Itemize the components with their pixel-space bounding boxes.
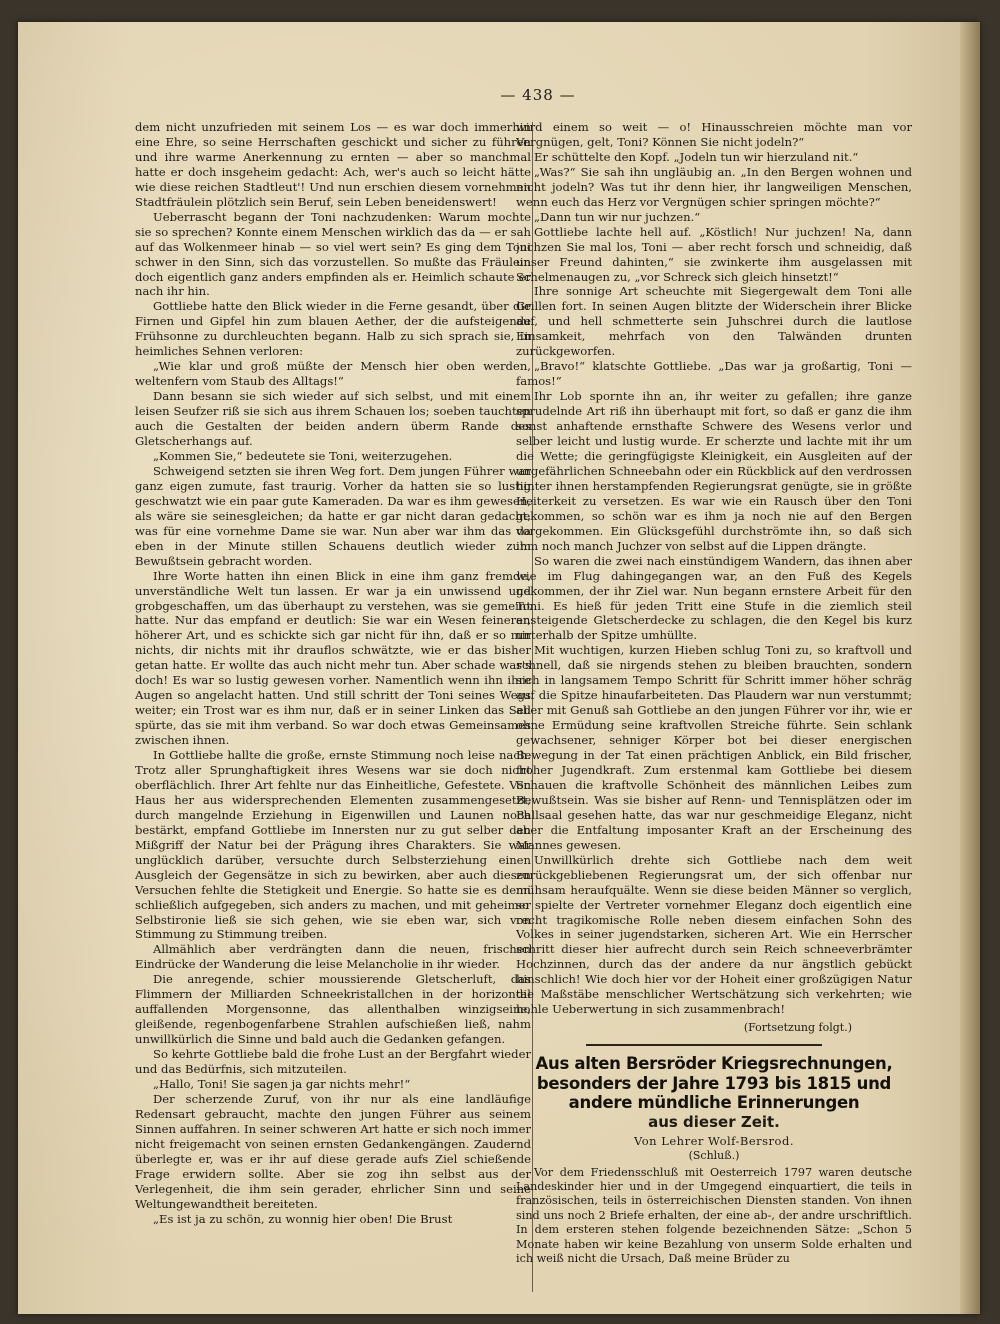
left-paragraph: Schweigend setzten sie ihren Weg fort. Dem jungen Führer war ganz eigen zumute, fast traurig. Vorher da hatten sie so lustig geschwatzt wie ein paar gute Kameraden. Da war es ihm gewesen, als wäre sie seinesgleichen; da hatte er gar nicht daran gedacht, was für eine vornehme Dame sie war. Nun aber war ihm das da eben in der Minute stillen Schauens deutlich wieder zum Bewußtsein gebracht worden.	[135, 463, 531, 568]
right-paragraph: „Dann tun wir nur juchzen.“	[534, 209, 701, 224]
page-binding	[960, 22, 980, 1314]
article-paragraph: Vor dem Friedensschluß mit Oesterreich 1797 waren deutsche Landeskinder hier und in der Umgegend einquartiert, die teils in französischen, teils in österreichischen Diensten standen. Von ihnen sind uns noch 2 Briefe erhalten, der eine ab-, der andre urschriftlich. In dem ersteren stehen folgende bezeichnenden Sätze: „Schon 5 Monate haben wir keine Bezahlung von unserm Solde erhalten und ich weiß nicht die Ursach, Daß meine Brüder zu	[516, 1165, 912, 1265]
right-paragraph: Er schüttelte den Kopf. „Jodeln tun wir hierzuland nit.“	[534, 149, 859, 164]
right-column	[516, 120, 912, 1300]
left-paragraph: Allmählich aber verdrängten dann die neuen, frischen Eindrücke der Wanderung die leise Melancholie in ihr wieder.	[135, 942, 531, 972]
left-paragraph: Der scherzende Zuruf, von ihr nur als eine landläufige Redensart gebraucht, machte den jungen Führer aus seinem Sinnen auffahren. In seiner schweren Art hatte er sich noch immer nicht freigemacht von seinen ernsten Gedankengängen. Zaudernd überlegte er, was er ihr auf diese gerade aufs Ziel schießende Frage erwidern sollte. Aber sie zog ihn selbst aus der Verlegenheit, die ihm sein gerader, ehrlicher Sinn und seine Weltungewandtheit bereiteten.	[135, 1091, 531, 1211]
right-paragraph: Mit wuchtigen, kurzen Hieben schlug Toni zu, so kraftvoll und schnell, daß sie nirgends stehen zu bleiben brauchten, sondern sich in langsamem Tempo Schritt für Schritt immer höher schräg auf die Spitze hinaufarbeiteten. Das Plaudern war nun verstummt; aber mit Genuß sah Gottliebe an den jungen Führer vor ihr, wie er ohne Ermüdung seine kraftvollen Streiche führte. Sein schlank gewachsener, sehniger Körper bot bei dieser energischen Bewegung in der Tat einen prächtigen Anblick, ein Bild frischer, froher Jugendkraft. Zum erstenmal kam Gottliebe bei diesem Schauen die kraftvolle Schönheit des männlichen Leibes zum Bewußtsein. Was sie bisher auf Renn- und Tennisplätzen oder im Ballsaal gesehen hatte, das war nur geschmeidige Eleganz, nicht aber die Entfaltung imposanter Kraft an der Erscheinung des Mannes gewesen.	[516, 643, 912, 852]
article-headline-sub: aus dieser Zeit.	[648, 1112, 780, 1131]
right-paragraph: Ihr Lob spornte ihn an, ihr weiter zu gefallen; ihre ganze sprudelnde Art riß ihn überhaupt mit fort, so daß er ganz die ihm sonst anhaftende ernsthafte Schwere des Wesens verlor und selber leicht und lustig wurde. Er scherzte und lachte mit ihr um die Wette; die geringfügigste Kleinigkeit, ein Ausgleiten auf der ungefährlichen Schneebahn oder ein Rückblick auf den verdrossen hinter ihnen herstampfenden Regierungsrat genügte, sie in größte Heiterkeit zu versetzen. Es war wie ein Rausch über den Toni gekommen, so schön war es ihm ja noch nie auf den Bergen vorgekommen. Ein Glücksgefühl durchströmte ihn, so daß sich ihm noch manch Juchzer von selbst auf die Lippen drängte.	[516, 389, 912, 553]
right-paragraph: „Was?“ Sie sah ihn ungläubig an. „In den Bergen wohnen und nicht jodeln? Was tut ihr denn hier, ihr langweiligen Menschen, wenn euch das Herz vor Vergnügen schier springen möchte?“	[516, 164, 912, 209]
left-paragraph: „Hallo, Toni! Sie sagen ja gar nichts mehr!“	[153, 1077, 411, 1091]
right-paragraph: Ihre sonnige Art scheuchte mit Siegergewalt dem Toni alle Grillen fort. In seinen Augen blitzte der Widerschein ihrer Blicke auf, und hell schmetterte sein Juhschrei durch die lautlose Einsamkeit, mehrfach von den Talwänden drunten zurückgeworfen.	[516, 284, 912, 359]
right-paragraph: Gottliebe lachte hell auf. „Köstlich! Nur juchzen! Na, dann juchzen Sie mal los, Toni — aber recht forsch und schneidig, daß unser Freund dahinten,“ sie zwinkerte ihm ausgelassen mit Schelmenaugen zu, „vor Schreck sich gleich hinsetzt!“	[516, 224, 912, 284]
article-headline: Aus alten Bersröder Kriegsrechnungen, besonders der Jahre 1793 bis 1815 und andere mündliche Erinnerungen	[535, 1054, 893, 1113]
left-column	[135, 120, 531, 1300]
right-paragraph: wird einem so weit — o! Hinausschreien möchte man vor Vergnügen, gelt, Toni? Können Sie nicht jodeln?“	[516, 120, 912, 149]
article	[516, 1054, 912, 1266]
left-paragraph: So kehrte Gottliebe bald die frohe Lust an der Bergfahrt wieder und das Bedürfnis, sich mitzuteilen.	[135, 1047, 531, 1077]
left-paragraph: „Kommen Sie,“ bedeutete sie Toni, weiterzugehen.	[153, 448, 453, 463]
right-paragraph: Unwillkürlich drehte sich Gottliebe nach dem weit zurückgebliebenen Regierungsrat um, der sich offenbar nur mühsam heraufquälte. Wenn sie diese beiden Männer so verglich, so spielte der Vertreter vornehmer Eleganz doch eigentlich eine recht tragikomische Rolle neben diesem einfachen Sohn des Volkes in seiner jugendstarken, sicheren Art. Wie ein Herrscher schritt dieser hier aufrecht durch sein Reich schneeverbrämter Hochzinnen, durch das der andere da nur ängstlich gebückt hinschlich! Wie doch hier vor der Hoheit einer großzügigen Natur die Maßstäbe menschlicher Wertschätzung sich verkehrten; wie hohle Ueberwertung in sich zusammenbrach!	[516, 852, 912, 1017]
left-paragraph: In Gottliebe hallte die große, ernste Stimmung noch leise nach. Trotz aller Sprunghaftigkeit ihres Wesens war sie doch nicht oberflächlich. Ihrer Art fehlte nur das Einheitliche, Gefestete. Von Haus her aus widersprechenden Elementen zusammengesetzt, durch mangelnde Erziehung in Eigenwillen und Launen noch bestärkt, empfand Gottliebe im Innersten nur zu gut selber den Mißgriff der Natur bei der Prägung ihres Charakters. Sie war unglücklich darüber, versuchte durch Selbsterziehung einen Ausgleich der Gegensätze in sich zu bewirken, aber auch diesen Versuchen fehlte die Stetigkeit und Energie. So hatte sie es denn schließlich aufgegeben, sich anders zu machen, und mit geheimer Selbstironie ließ sie sich gehen, wie sie eben war, sich von Stimmung zu Stimmung treiben.	[135, 748, 531, 942]
left-paragraph: Dann besann sie sich wieder auf sich selbst, und mit einem leisen Seufzer riß sie sich aus ihrem Schauen los; soeben tauchten auch die Gestalten der beiden andern überm Rande des Gletscherhangs auf.	[135, 389, 531, 449]
left-paragraph: „Wie klar und groß müßte der Mensch hier oben werden, weltenfern vom Staub des Alltags!“	[135, 359, 531, 389]
page-number: — 438 —	[500, 86, 576, 104]
article-byline: Von Lehrer Wolf-Bersrod.	[633, 1133, 794, 1148]
left-paragraph: Die anregende, schier moussierende Gletscherluft, das Flimmern der Milliarden Schneekristallchen in der horizontal auffallenden Morgensonne, das allenthalben winzigseine, gleißende, regenbogenfarbene Strahlen aufschießen ließ, nahm unwillkürlich die Sinne und bald auch die Gedanken gefangen.	[135, 972, 531, 1047]
left-paragraph: Gottliebe hatte den Blick wieder in die Ferne gesandt, über die Firnen und Gipfel hin zum blauen Aether, der die aufsteigende Frühsonne zu durchleuchten begann. Halb zu sich sprach sie, in heimliches Sehnen verloren:	[135, 299, 531, 359]
left-paragraph: dem nicht unzufrieden mit seinem Los — es war doch immerhin eine Ehre, so seine Herrschaften geschickt und sicher zu führen und ihre warme Anerkennung zu ernten — aber so manchmal hatte er doch insgeheim gedacht: Ach, wer's auch so leicht hätte wie diese reichen Stadtleut'! Und nun erschien diesem vornehmen Stadtfräulein plötzlich sein Beruf, sein Leben beneidenswert!	[135, 120, 531, 209]
right-paragraph: „Bravo!“ klatschte Gottliebe. „Das war ja großartig, Toni — famos!“	[516, 359, 912, 389]
continued-note: (Fortsetzung folgt.)	[743, 1021, 852, 1035]
article-subnote: (Schluß.)	[688, 1148, 740, 1162]
left-paragraph: „Es ist ja zu schön, zu wonnig hier oben! Die Brust	[153, 1211, 453, 1226]
right-paragraph: So waren die zwei nach einstündigem Wandern, das ihnen aber wie im Flug dahingegangen war, an den Fuß des Kegels gekommen, der ihr Ziel war. Nun begann ernstere Arbeit für den Toni. Es hieß für jeden Tritt eine Stufe in die ziemlich steil ansteigende Gletscherdecke zu schlagen, die den Kegel bis kurz unterhalb der Spitze umhüllte.	[516, 553, 912, 643]
left-paragraph: Ihre Worte hatten ihn einen Blick in eine ihm ganz fremde, unverständliche Welt tun lassen. Er war ja ein unwissend und grobgeschaffen, um das überhaupt zu verstehen, was sie gemeint hatte. Nur das empfand er deutlich: Sie war ein Wesen feinerer, höherer Art, und es schickte sich gar nicht für ihn, daß er so mir nichts, dir nichts mit ihr drauflos schwätzte, wie er das bisher getan hatte. Er wollte das auch nicht mehr tun. Aber schade war's doch! Es war so lustig gewesen vorher. Namentlich wenn ihn ihre Augen so angelacht hatten. Und still schritt der Toni seines Wegs weiter; ein Trost war es ihm nur, daß er in seiner Linken das Seil spürte, das sie mit ihm verband. So war doch etwas Gemeinsames zwischen ihnen.	[135, 568, 531, 748]
left-paragraph: Ueberrascht begann der Toni nachzudenken: Warum mochte sie so sprechen? Konnte einem Menschen wirklich das da — er sah auf das Wolkenmeer hinab — so viel wert sein? Es ging dem Toni schwer in den Sinn, sich das vorzustellen. So mußte das Fräulein doch eigentlich ganz anders empfinden als er. Heimlich schaute er nach ihr hin.	[135, 209, 531, 299]
section-rule	[586, 1044, 822, 1046]
newspaper-page	[18, 22, 980, 1314]
